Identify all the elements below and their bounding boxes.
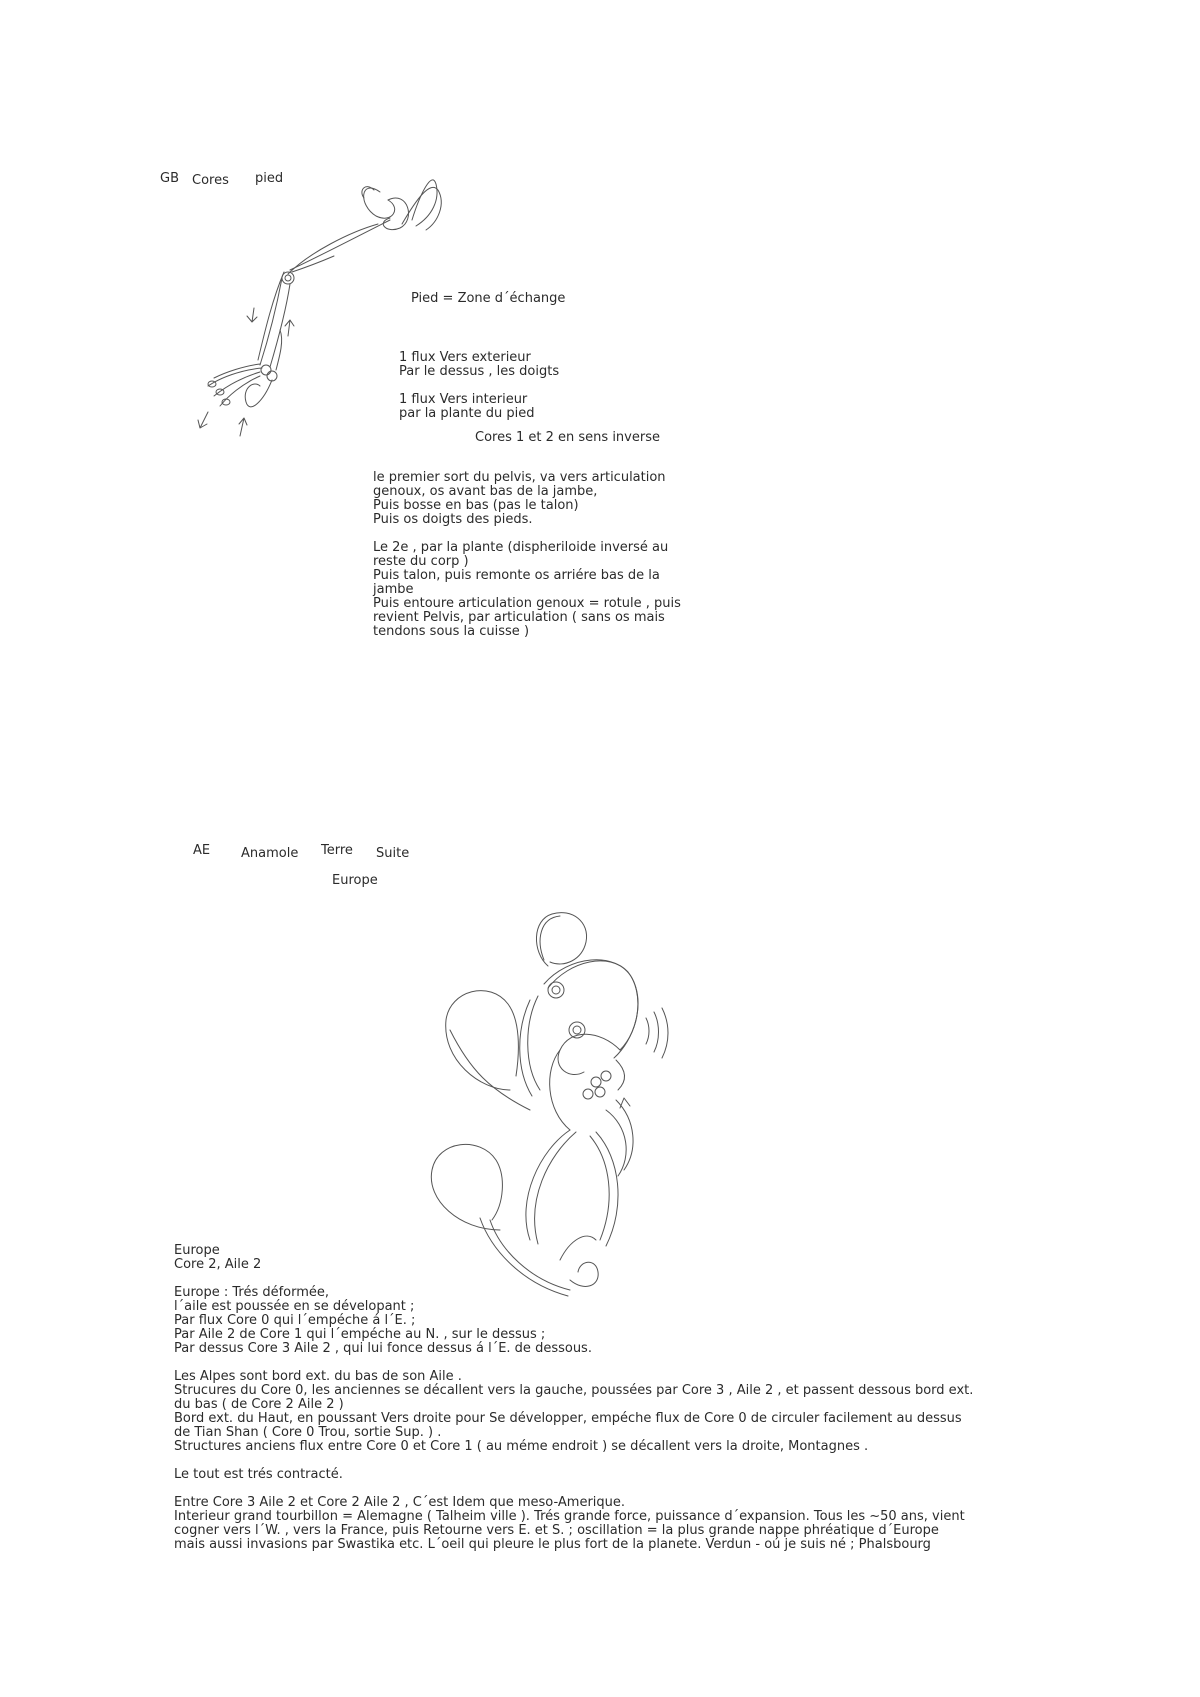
flux-line: 1 flux Vers interieur [399, 392, 528, 407]
text-line [174, 1272, 973, 1286]
text-line: l´aile est poussée en se dévelopant ; [174, 1299, 415, 1314]
text-line: Europe [174, 1243, 220, 1258]
paragraph-line: genoux, os avant bas de la jambe, [373, 484, 598, 499]
text-line: Entre Core 3 Aile 2 et Core 2 Aile 2 , C´est Idem que meso-Amerique. [174, 1495, 626, 1510]
text-line [174, 1482, 973, 1496]
text-line: Par flux Core 0 qui l´empéche á l´E. ; [174, 1313, 416, 1328]
flux-line: par la plante du pied [399, 406, 535, 421]
paragraph-line: jambe [373, 582, 414, 597]
heading-pied: pied [255, 171, 284, 186]
heading-terre: Terre [321, 843, 353, 858]
pied-definition: Pied = Zone d´échange [411, 291, 566, 306]
text-line: Par Aile 2 de Core 1 qui l´empéche au N. , sur le dessus ; [174, 1327, 546, 1342]
text-line: du bas ( de Core 2 Aile 2 ) [174, 1397, 344, 1412]
text-line: Core 2, Aile 2 [174, 1257, 262, 1272]
flux-line: 1 flux Vers exterieur [399, 350, 531, 365]
text-line: Structures anciens flux entre Core 0 et Core 1 ( au méme endroit ) se décallent vers la droite, Montagnes . [174, 1439, 869, 1454]
heading-gb: GB [160, 171, 179, 186]
heading-suite: Suite [376, 846, 410, 861]
europe-vortex-sketch [420, 900, 720, 1300]
europe-text-block [174, 1244, 973, 1552]
paragraph-line: Puis bosse en bas (pas le talon) [373, 498, 579, 513]
text-line: cogner vers l´W. , vers la France, puis Retourne vers E. et S. ; oscillation = la plus grande nappe phréatique d´Europe [174, 1523, 939, 1538]
paragraph-line: revient Pelvis, par articulation ( sans os mais [373, 610, 665, 625]
text-line [174, 1356, 973, 1370]
paragraph-line [373, 527, 681, 541]
paragraph-line: Puis entoure articulation genoux = rotule , puis [373, 596, 681, 611]
text-line: Strucures du Core 0, les anciennes se décallent vers la gauche, poussées par Core 3 , Aile 2 , et passent dessous bord ext. [174, 1383, 974, 1398]
flux-block [399, 351, 559, 421]
paragraph-line: tendons sous la cuisse ) [373, 624, 530, 639]
paragraph-line: Puis talon, puis remonte os arriére bas de la [373, 568, 660, 583]
text-line: Les Alpes sont bord ext. du bas de son Aile . [174, 1369, 462, 1384]
text-line: Europe : Trés déformée, [174, 1285, 330, 1300]
text-line: Le tout est trés contracté. [174, 1467, 343, 1482]
flux-line: Par le dessus , les doigts [399, 364, 560, 379]
paragraph-line: le premier sort du pelvis, va vers articulation [373, 470, 666, 485]
text-line [174, 1454, 973, 1468]
text-line: Interieur grand tourbillon = Alemagne ( Talheim ville ). Trés grande force, puissance d´expansion. Tous les ~50 ans, vient [174, 1509, 965, 1524]
heading-cores: Cores [192, 173, 229, 188]
paragraph-line: reste du corp ) [373, 554, 469, 569]
cores-note: Cores 1 et 2 en sens inverse [475, 430, 660, 445]
heading-ae: AE [193, 843, 211, 858]
heading-europe: Europe [332, 873, 378, 888]
text-line: Bord ext. du Haut, en poussant Vers droite pour Se développer, empéche flux de Core 0 de circuler facilement au dessus [174, 1411, 962, 1426]
flux-line [399, 379, 559, 393]
text-line: Par dessus Core 3 Aile 2 , qui lui fonce dessus á l´E. de dessous. [174, 1341, 592, 1356]
text-line: de Tian Shan ( Core 0 Trou, sortie Sup. ) . [174, 1425, 442, 1440]
paragraph-line: Puis os doigts des pieds. [373, 512, 533, 527]
text-line: mais aussi invasions par Swastika etc. L´oeil qui pleure le plus fort de la planete. Verdun - oú je suis né ; Phalsbourg [174, 1537, 931, 1552]
cores-paragraph [373, 471, 681, 639]
heading-anamole: Anamole [241, 846, 299, 861]
paragraph-line: Le 2e , par la plante (dispheriloide inversé au [373, 540, 669, 555]
